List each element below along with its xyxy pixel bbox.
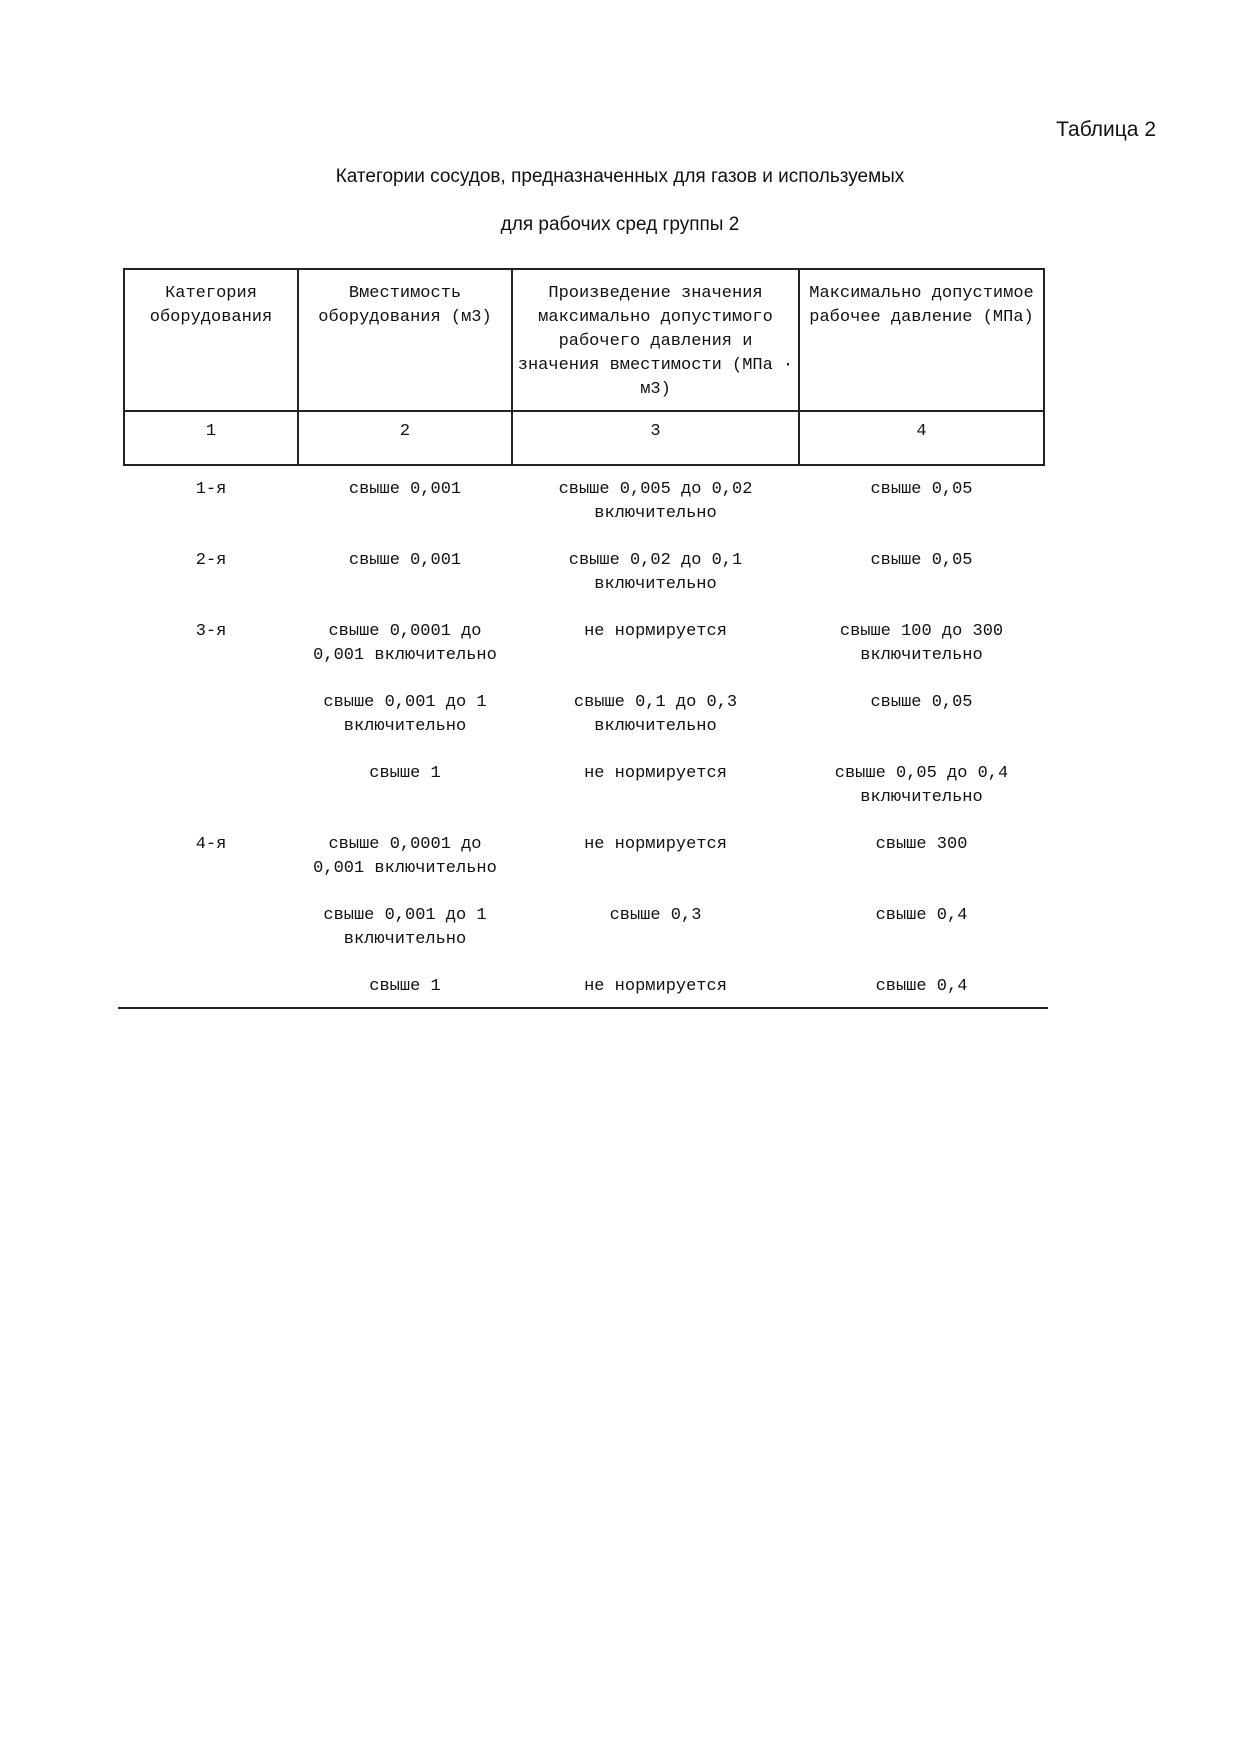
cell-max-pressure: свыше 0,4 — [875, 977, 968, 996]
cell-max-pressure: свыше 0,05 до 0,4 включительно — [834, 764, 1009, 807]
cell-max-pressure: свыше 0,05 — [870, 551, 973, 570]
table-row — [124, 833, 1044, 904]
cell-capacity: свыше 0,001 до 1 включительно — [323, 906, 487, 949]
table-body — [124, 465, 1044, 1003]
table-row — [124, 549, 1044, 620]
header-max-pressure: Максимально допустимое рабочее давление (МПа) — [799, 269, 1044, 411]
cell-category: 3-я — [195, 622, 227, 641]
cell-pressure-volume-product: свыше 0,1 до 0,3 включительно — [573, 693, 738, 736]
cell-category — [124, 762, 298, 833]
categories-table-container — [123, 268, 1043, 1003]
cell-category: 1-я — [195, 480, 227, 499]
cell-category: 4-я — [195, 835, 227, 854]
cell-pressure-volume-product: не нормируется — [584, 764, 727, 783]
cell-pressure-volume-product: не нормируется — [584, 977, 727, 996]
cell-capacity: свыше 0,001 — [348, 551, 462, 570]
cell-max-pressure: свыше 100 до 300 включительно — [839, 622, 1004, 665]
header-capacity: Вместимость оборудования (м3) — [298, 269, 512, 411]
cell-max-pressure: свыше 0,05 — [870, 480, 973, 499]
header-row — [124, 269, 1044, 411]
table-row — [124, 975, 1044, 1003]
cell-capacity: свыше 0,001 до 1 включительно — [323, 693, 487, 736]
cell-capacity: свыше 0,0001 до 0,001 включительно — [313, 622, 497, 665]
table-row — [124, 465, 1044, 549]
cell-category — [124, 691, 298, 762]
cell-max-pressure: свыше 0,4 — [875, 906, 968, 925]
cell-category: 2-я — [195, 551, 227, 570]
cell-pressure-volume-product: свыше 0,3 — [609, 906, 702, 925]
column-number-row — [124, 411, 1044, 465]
cell-pressure-volume-product: свыше 0,005 до 0,02 включительно — [558, 480, 753, 523]
table-row — [124, 904, 1044, 975]
table-title-line-2: для рабочих сред группы 2 — [500, 214, 740, 235]
cell-max-pressure: свыше 0,05 — [870, 693, 973, 712]
table-bottom-rule — [118, 1007, 1048, 1009]
cell-category — [124, 904, 298, 975]
cell-capacity: свыше 1 — [369, 977, 441, 996]
categories-table — [123, 268, 1045, 1003]
column-number: 2 — [298, 411, 512, 465]
cell-capacity: свыше 0,001 — [348, 480, 462, 499]
cell-max-pressure: свыше 300 — [875, 835, 968, 854]
cell-pressure-volume-product: не нормируется — [584, 835, 727, 854]
cell-capacity: свыше 1 — [369, 764, 441, 783]
table-title-line-1: Категории сосудов, предназначенных для газов и используемых — [335, 166, 905, 187]
table-row — [124, 762, 1044, 833]
table-row — [124, 620, 1044, 691]
column-number: 4 — [799, 411, 1044, 465]
cell-pressure-volume-product: не нормируется — [584, 622, 727, 641]
header-category: Категория оборудования — [124, 269, 298, 411]
header-pressure-volume-product: Произведение значения максимально допустимого рабочего давления и значения вместимости (МПа · м3) — [512, 269, 799, 411]
column-number: 3 — [512, 411, 799, 465]
table-row — [124, 691, 1044, 762]
cell-pressure-volume-product: свыше 0,02 до 0,1 включительно — [568, 551, 743, 594]
cell-category — [124, 975, 298, 1003]
cell-capacity: свыше 0,0001 до 0,001 включительно — [313, 835, 497, 878]
column-number: 1 — [124, 411, 298, 465]
table-number-label: Таблица 2 — [1056, 118, 1156, 141]
